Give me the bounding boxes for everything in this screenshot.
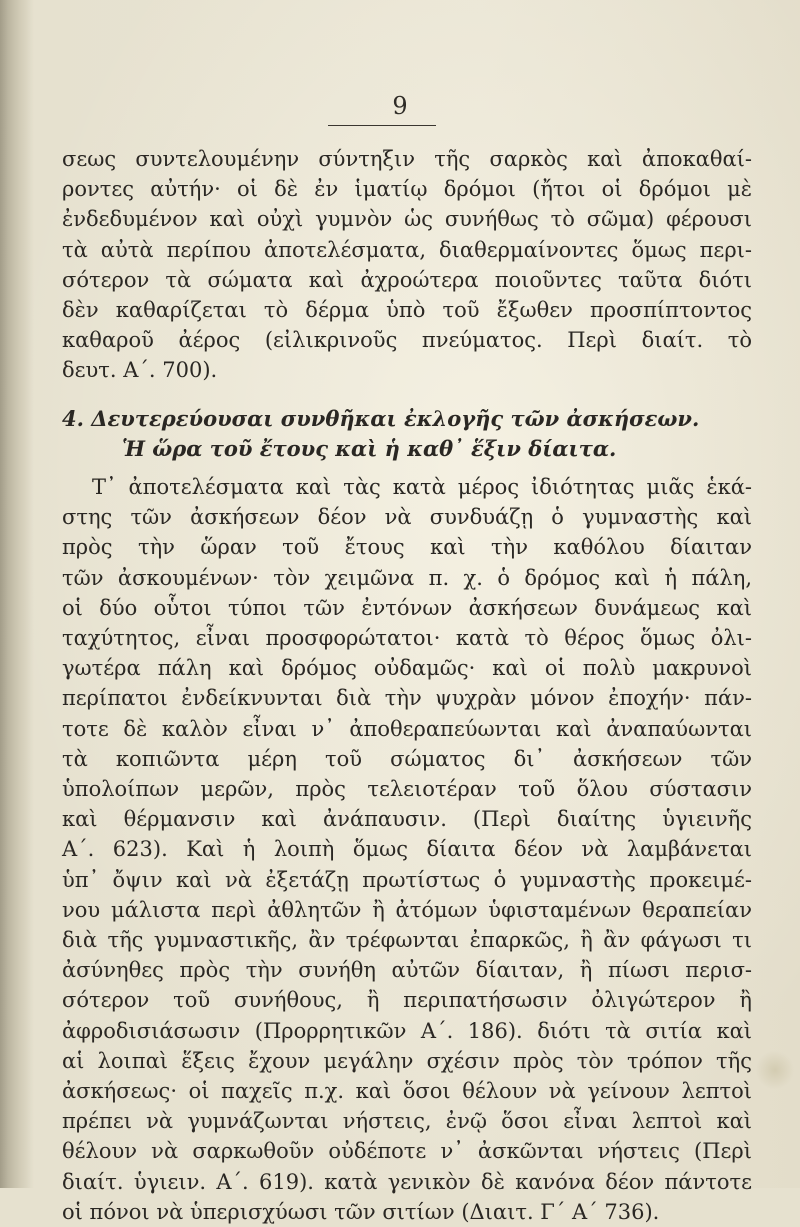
text-line: Α΄. 623). Καὶ ἡ λοιπὴ ὅμως δίαιτα δέον νὰ λαμβάνεται (62, 837, 752, 862)
text-line: διὰ τῆς γυμναστικῆς, ἂν τρέφωνται ἐπαρκῶς, ἢ ἂν φάγωσι τι (62, 928, 752, 952)
text-line: οἱ πόνοι νὰ ὑπερισχύωσι τῶν σιτίων (Διαιτ. Γ΄ Α΄ 736). (62, 1199, 660, 1224)
text-line: τοτε δὲ καλὸν εἶναι ν᾽ ἀποθεραπεύωνται καὶ ἀναπαύωνται (62, 716, 752, 741)
text-line: δὲν καθαρίζεται τὸ δέρμα ὑπὸ τοῦ ἔξωθεν προσπίπτοντος (62, 298, 752, 322)
text-line: σότερον τοῦ συνήθους, ἢ περιπατήσωσιν ὀλιγώτερον ἢ (62, 988, 752, 1013)
text-line: ταχύτητος, εἶναι προσφορώτατοι· κατὰ τὸ θέρος ὅμως ὀλι- (62, 626, 752, 650)
text-line: πρέπει νὰ γυμνάζωνται νήστεις, ἐνῷ ὅσοι εἶναι λεπτοὶ καὶ (62, 1109, 752, 1134)
text-line: νου μάλιστα περὶ ἀθλητῶν ἢ ἀτόμων ὑφισταμένων θεραπείαν (62, 897, 752, 922)
text-line: τὰ αὐτὰ περίπου ἀποτελέσματα, διαθερμαίνοντες ὅμως περι- (62, 237, 752, 262)
text-line: ὑπ᾽ ὄψιν καὶ νὰ ἐξετάζῃ πρωτίστως ὁ γυμναστὴς προκειμέ- (62, 867, 752, 892)
page-binding-shadow (0, 0, 34, 1188)
section-subheading: Ἡ ὥρα τοῦ ἔτους καὶ ἡ καθ᾽ ἕξιν δίαιτα. (122, 435, 617, 461)
text-line: καὶ θέρμανσιν καὶ ἀνάπαυσιν. (Περὶ διαίτης ὑγιεινῆς (62, 807, 752, 832)
text-line: ροντες αὐτήν· οἱ δὲ ἐν ἱματίῳ δρόμοι (ἤτοι οἱ δρόμοι μὲ (62, 177, 752, 202)
text-line: τὰ κοπιῶντα μέρη τοῦ σώματος δι᾽ ἀσκήσεων τῶν (62, 746, 752, 771)
page-number: 9 (392, 92, 408, 120)
text-line: στης τῶν ἀσκήσεων δέον νὰ συνδυάζῃ ὁ γυμναστὴς καὶ (62, 505, 752, 530)
text-line: διαίτ. ὑγιειν. Α΄. 619). κατὰ γενικὸν δὲ κανόνα δέον πάντοτε (62, 1169, 752, 1194)
text-line: πρὸς τὴν ὥραν τοῦ ἔτους καὶ τὴν καθόλου δίαιταν (62, 535, 752, 560)
text-line: ἀφροδισιάσωσιν (Προρρητικῶν Α΄. 186). διότι τὰ σιτία καὶ (62, 1018, 752, 1043)
text-line: περίπατοι ἐνδείκνυνται διὰ τὴν ψυχρὰν μόνον ἐποχήν· πάν- (62, 686, 752, 711)
text-line: οἱ δύο οὗτοι τύποι τῶν ἐντόνων ἀσκήσεων δυνάμεως καὶ (62, 595, 752, 620)
text-line: καθαροῦ ἀέρος (εἰλικρινοῦς πνεύματος. Περὶ διαίτ. τὸ (62, 328, 752, 353)
text-line: ἀσκήσεως· οἱ παχεῖς π.χ. καὶ ὅσοι θέλουν νὰ γείνουν λεπτοὶ (62, 1079, 752, 1103)
text-line: Τ᾽ ἀποτελέσματα καὶ τὰς κατὰ μέρος ἰδιότητας μιᾶς ἑκά- (92, 475, 752, 499)
text-line: σεως συντελουμένην σύντηξιν τῆς σαρκὸς καὶ ἀποκαθαί- (62, 147, 752, 171)
text-line: ἀσύνηθες πρὸς τὴν συνήθη αὐτῶν δίαιταν, ἢ πίωσι περισ- (62, 958, 752, 983)
text-line: θέλουν νὰ σαρκωθοῦν οὐδέποτε ν᾽ ἀσκῶνται νήστεις (Περὶ (62, 1139, 752, 1164)
section-heading: 4. Δευτερεύουσαι συνθῆκαι ἐκλογῆς τῶν ἀσκήσεων. (62, 405, 700, 431)
text-line: σότερον τὰ σώματα καὶ ἀχροώτερα ποιοῦντες ταῦτα διότι (62, 267, 752, 292)
text-line: τῶν ἀσκουμένων· τὸν χειμῶνα π. χ. ὁ δρόμος καὶ ἡ πάλη, (62, 565, 752, 590)
text-line: αἱ λοιπαὶ ἕξεις ἔχουν μεγάλην σχέσιν πρὸς τὸν τρόπον τῆς (62, 1048, 752, 1073)
text-line: ὑπολοίπων μερῶν, πρὸς τελειοτέραν τοῦ ὅλου σύστασιν (62, 777, 752, 801)
header-rule (328, 125, 436, 126)
text-line: ἐνδεδυμένον καὶ οὐχὶ γυμνὸν ὡς συνήθως τὸ σῶμα) φέρουσι (62, 207, 752, 232)
text-line: δευτ. Α΄. 700). (62, 358, 218, 383)
paper-stain (756, 1050, 794, 1090)
text-line: γωτέρα πάλη καὶ δρόμος οὐδαμῶς· καὶ οἱ πολὺ μακρυνοὶ (62, 656, 752, 681)
